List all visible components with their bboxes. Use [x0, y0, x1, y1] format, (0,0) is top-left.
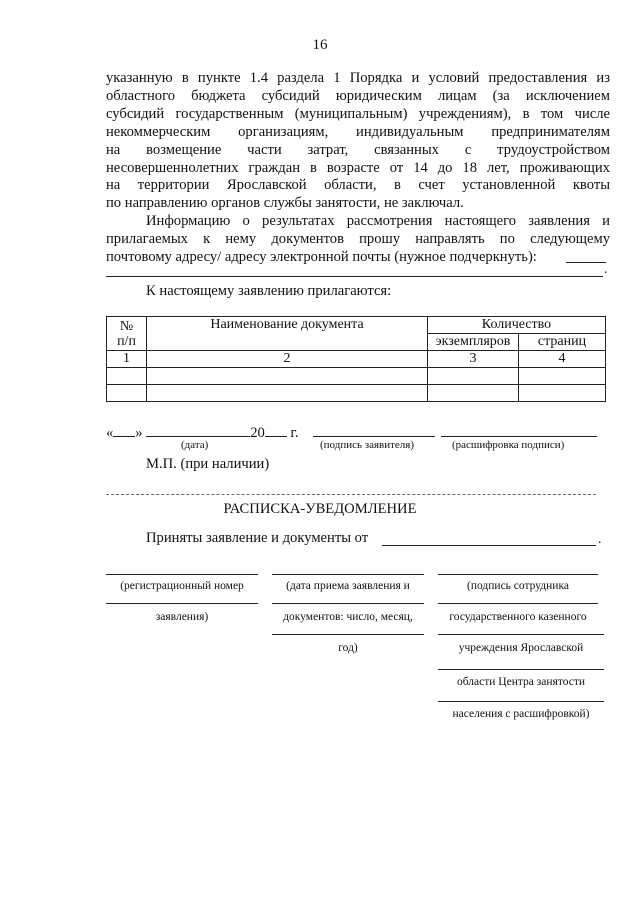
- col-header-copies: экземпляров: [428, 334, 519, 351]
- text-line: субсидий государственным (муниципальным) учреждениям), в том числе: [106, 105, 610, 122]
- stamp-label: М.П. (при наличии): [146, 456, 270, 472]
- col3-caption-5: населения с расшифровкой): [452, 708, 590, 720]
- col1-caption-2: заявления): [155, 611, 209, 623]
- text-line: Информацию о результатах рассмотрения настоящего заявления и: [146, 213, 610, 229]
- page-number: 16: [312, 37, 328, 53]
- col2-caption-2: документов: число, месяц,: [283, 611, 413, 623]
- decoding-caption: (расшифровка подписи): [452, 439, 565, 451]
- signature-caption: (подпись заявителя): [320, 439, 415, 451]
- col2-caption-1: (дата приема заявления и: [286, 580, 410, 592]
- divider: [438, 634, 604, 635]
- date-caption: (дата): [181, 439, 209, 451]
- divider: [438, 603, 598, 604]
- period: .: [604, 262, 608, 277]
- divider: [438, 701, 604, 702]
- table-cell[interactable]: [428, 385, 519, 402]
- reg-number-field[interactable]: [106, 574, 258, 575]
- signature-row: « » 20 г.: [106, 422, 299, 442]
- text-line: на возмещение части затрат, связанных с трудоустройством: [106, 141, 610, 158]
- text-line: почтовому адресу/ адресу электронной почты (нужное подчеркнуть):: [106, 248, 537, 265]
- col3-caption-1: (подпись сотрудника: [467, 580, 569, 592]
- day-field[interactable]: [113, 422, 135, 437]
- table-cell[interactable]: [428, 368, 519, 385]
- table-cell[interactable]: [147, 368, 428, 385]
- year-field[interactable]: [265, 422, 287, 437]
- text-line: областного бюджета субсидий юридическим лицам (за исключением: [106, 87, 610, 104]
- month-field[interactable]: [146, 422, 250, 437]
- table-row: [107, 368, 606, 385]
- attachments-table: [106, 316, 606, 402]
- col1-caption-1: (регистрационный номер: [120, 580, 244, 592]
- table-cell[interactable]: [519, 385, 606, 402]
- address-fill-line[interactable]: [566, 262, 606, 263]
- table-cell[interactable]: [107, 385, 147, 402]
- text-line: по направлению органов службы занятости, не заключал.: [106, 195, 464, 212]
- divider: [272, 634, 424, 635]
- text-line: указанную в пункте 1.4 раздела 1 Порядка и условий предоставления из: [106, 70, 610, 86]
- intro-paragraph: [106, 70, 610, 213]
- col3-caption-4: области Центра занятости: [456, 676, 586, 688]
- table-cell: 3: [428, 351, 519, 368]
- divider: [272, 603, 424, 604]
- col-header-pages: страниц: [519, 334, 606, 351]
- table-row: [107, 385, 606, 402]
- table-cell: 4: [519, 351, 606, 368]
- col3-caption-3: учреждения Ярославской: [458, 642, 584, 654]
- attachments-heading: К настоящему заявлению прилагаются:: [146, 283, 392, 299]
- address-fill-line-2[interactable]: [106, 276, 603, 277]
- table-cell: 2: [147, 351, 428, 368]
- applicant-field[interactable]: [382, 545, 596, 546]
- decoding-field[interactable]: [441, 436, 597, 437]
- text-line: несовершеннолетних граждан в возрасте от 14 до 18 лет, проживающих: [106, 159, 610, 176]
- col-header-name: Наименование документа: [147, 317, 428, 351]
- text-line: некоммерческим организациям, индивидуальным предпринимателям: [106, 123, 610, 140]
- table-cell: 1: [107, 351, 147, 368]
- divider: [106, 603, 258, 604]
- accept-date-field[interactable]: [272, 574, 424, 575]
- accepted-text: Приняты заявление и документы от: [146, 530, 369, 546]
- table-cell[interactable]: [147, 385, 428, 402]
- table-cell[interactable]: [519, 368, 606, 385]
- text-line: прилагаемых к нему документов прошу направлять по следующему: [106, 230, 610, 247]
- table-cell[interactable]: [107, 368, 147, 385]
- col-header-qty: Количество: [428, 317, 606, 334]
- employee-signature-field[interactable]: [438, 574, 598, 575]
- col2-caption-3: год): [338, 642, 358, 654]
- cut-line: [106, 494, 596, 495]
- text-line: на территории Ярославской области, в счет установленной квоты: [106, 177, 610, 194]
- divider: [438, 669, 604, 670]
- col-header-no: № п/п: [107, 317, 147, 351]
- period: .: [598, 532, 602, 547]
- receipt-title: РАСПИСКА-УВЕДОМЛЕНИЕ: [223, 501, 417, 517]
- info-paragraph: [106, 213, 610, 267]
- col3-caption-2: государственного казенного: [449, 611, 587, 623]
- signature-field[interactable]: [313, 436, 435, 437]
